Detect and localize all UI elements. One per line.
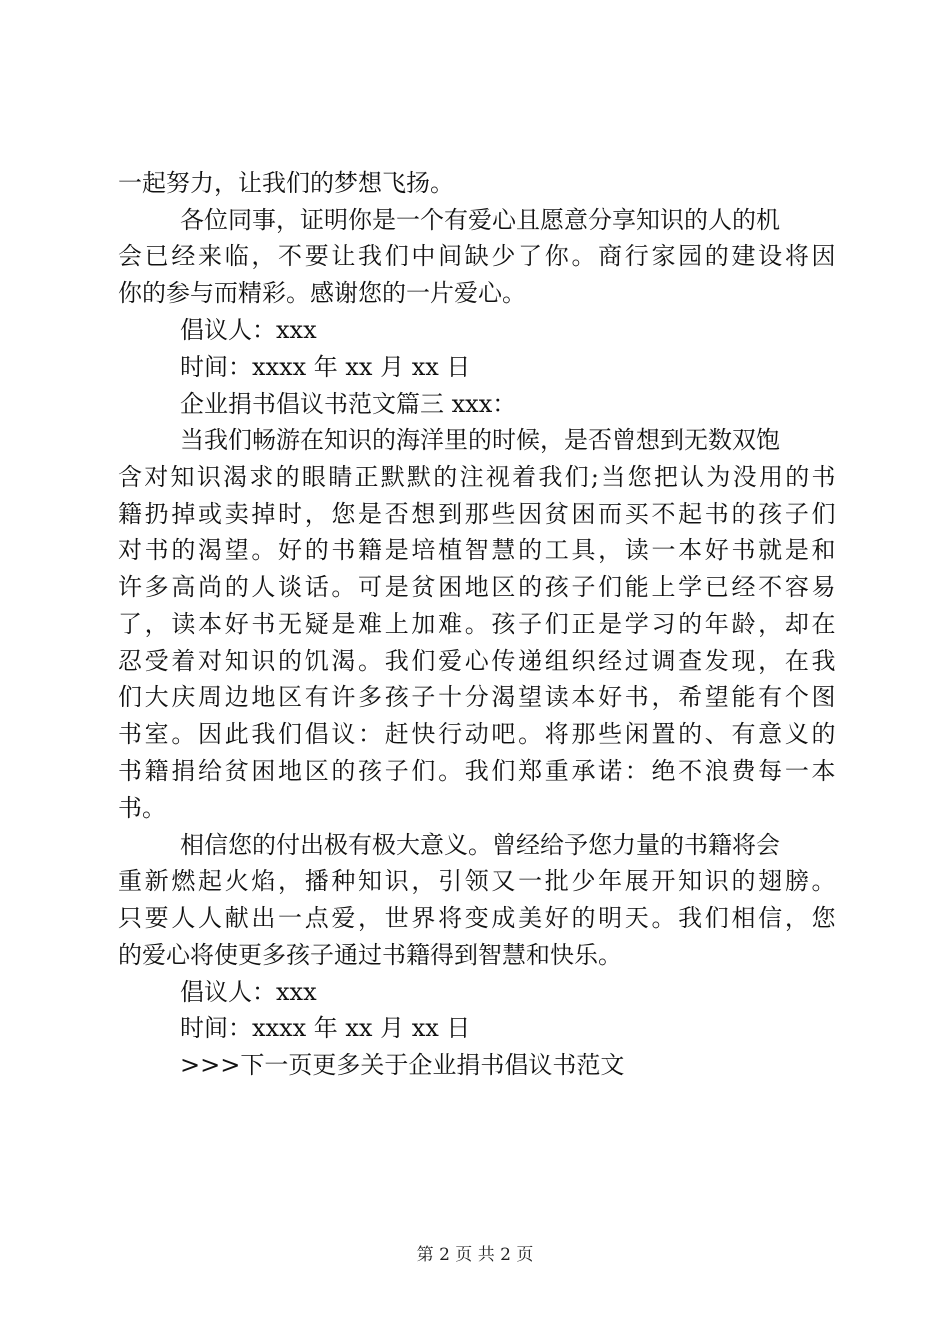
text-line: 了，读本好书无疑是难上加难。孩子们正是学习的年龄，却在 xyxy=(118,610,836,638)
text-line: 各位同事，证明你是一个有爱心且愿意分享知识的人的机 xyxy=(180,206,780,234)
signature-line: 倡议人：xxx xyxy=(180,978,317,1006)
text-line: 书。 xyxy=(118,794,166,822)
text-line: 籍扔掉或卖掉时，您是否想到那些因贫困而买不起书的孩子们 xyxy=(118,500,836,528)
text-line: 书籍捐给贫困地区的孩子们。我们郑重承诺：绝不浪费每一本 xyxy=(118,757,836,785)
text-line: 对书的渴望。好的书籍是培植智慧的工具，读一本好书就是和 xyxy=(118,536,836,564)
text-line: 一起努力，让我们的梦想飞扬。 xyxy=(118,169,454,197)
signature-line: 倡议人：xxx xyxy=(180,316,317,344)
section-heading: 企业捐书倡议书范文篇三 xxx： xyxy=(180,390,517,418)
text-line: 许多高尚的人谈话。可是贫困地区的孩子们能上学已经不容易 xyxy=(118,573,836,601)
text-line: 只要人人献出一点爱，世界将变成美好的明天。我们相信，您 xyxy=(118,904,836,932)
text-line: 书室。因此我们倡议：赶快行动吧。将那些闲置的、有意义的 xyxy=(118,720,836,748)
text-line: 重新燃起火焰，播种知识，引领又一批少年展开知识的翅膀。 xyxy=(118,867,836,895)
text-line: 们大庆周边地区有许多孩子十分渴望读本好书，希望能有个图 xyxy=(118,683,836,711)
text-line: 含对知识渴求的眼睛正默默的注视着我们;当您把认为没用的书 xyxy=(118,463,836,491)
page-number-footer: 第 2 页 共 2 页 xyxy=(416,1245,534,1265)
text-line: 当我们畅游在知识的海洋里的时候，是否曾想到无数双饱 xyxy=(180,426,780,454)
text-line: 的爱心将使更多孩子通过书籍得到智慧和快乐。 xyxy=(118,941,622,969)
next-page-link[interactable]: >>>下一页更多关于企业捐书倡议书范文 xyxy=(180,1051,625,1079)
text-line: 会已经来临，不要让我们中间缺少了你。商行家园的建设将因 xyxy=(118,242,836,270)
date-line: 时间：xxxx 年 xx 月 xx 日 xyxy=(180,1014,471,1042)
text-line: 你的参与而精彩。感谢您的一片爱心。 xyxy=(118,279,526,307)
text-line: 忍受着对知识的饥渴。我们爱心传递组织经过调查发现，在我 xyxy=(118,647,836,675)
date-line: 时间：xxxx 年 xx 月 xx 日 xyxy=(180,353,471,381)
text-line: 相信您的付出极有极大意义。曾经给予您力量的书籍将会 xyxy=(180,831,780,859)
